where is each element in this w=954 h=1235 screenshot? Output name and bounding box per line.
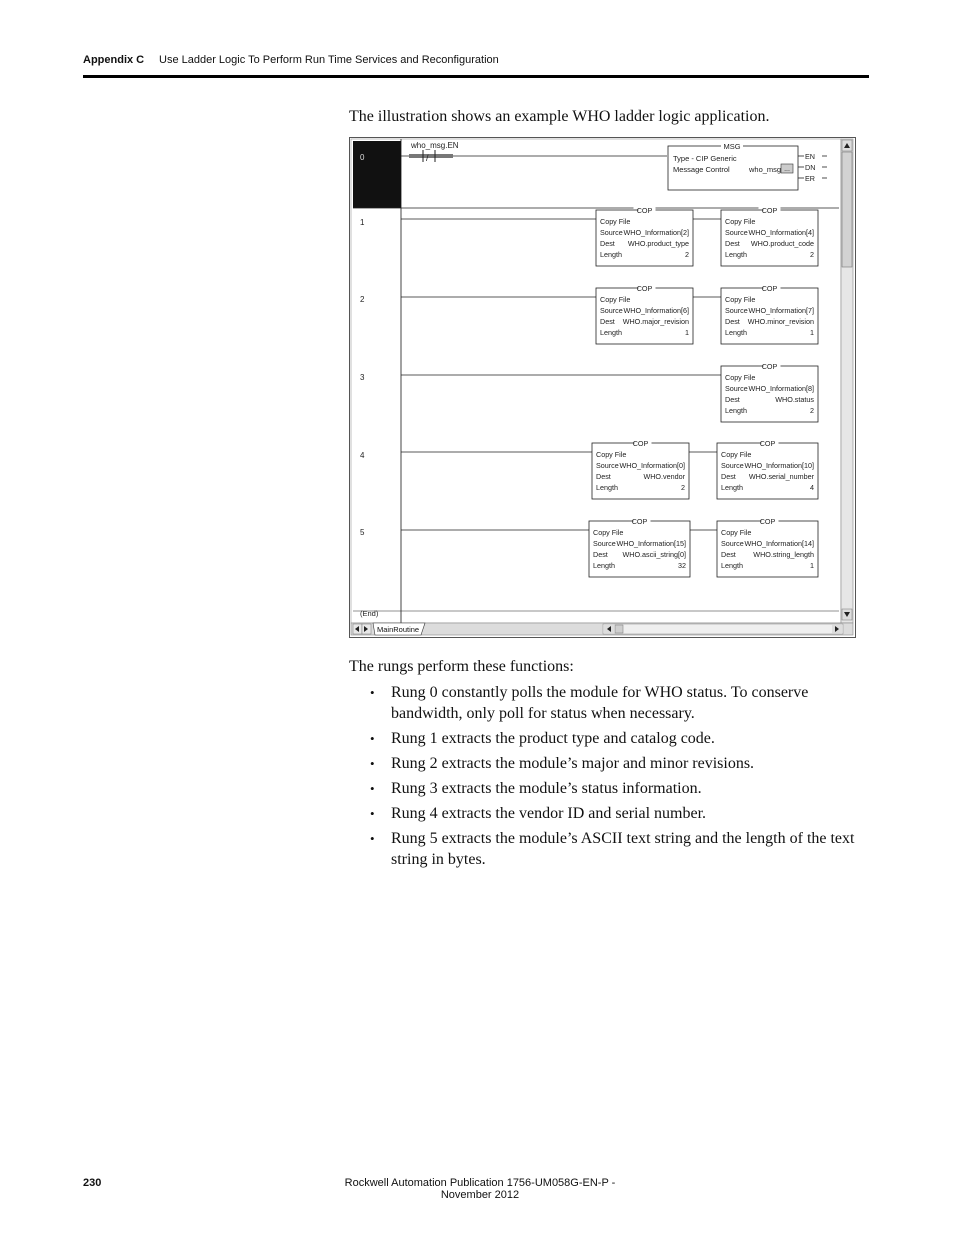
cop-dest-label: Dest [600,239,615,248]
cop-source-label: Source [721,539,744,548]
cop-copy-label: Copy File [600,217,631,226]
cop-title: COP [761,284,778,293]
cop-length-label: Length [725,406,747,415]
tab-main-routine[interactable] [373,623,425,635]
cop-title: COP [632,439,649,448]
cop-title: COP [761,206,778,215]
list-item: • Rung 2 extracts the module’s major and minor revisions. [370,753,862,774]
msg-output-en: EN [805,152,815,161]
cop-dest-value: WHO.vendor [643,472,685,481]
cop-dest-value: WHO.ascii_string[0] [622,550,686,559]
msg-control-label: Message Control [673,165,730,174]
cop-length-label: Length [725,250,747,259]
cop-dest-value: WHO.minor_revision [747,317,814,326]
list-item: • Rung 0 constantly polls the module for WHO status. To conserve bandwidth, only poll for status when necessary. [370,682,862,724]
cop-copy-label: Copy File [721,450,752,459]
cop-length-value: 1 [810,561,814,570]
tab-main-routine-label: MainRoutine [377,625,420,634]
list-item: • Rung 4 extracts the vendor ID and serial number. [370,803,862,824]
intro-paragraph: The illustration shows an example WHO ladder logic application. [349,108,770,125]
cop-source-value: WHO_Information[6] [623,306,689,315]
cop-source-value: WHO_Information[7] [748,306,814,315]
cop-source-value: WHO_Information[2] [623,228,689,237]
cop-copy-label: Copy File [725,373,756,382]
rung-number: 5 [360,528,365,537]
cop-copy-label: Copy File [596,450,627,459]
cop-dest-label: Dest [721,472,736,481]
cop-block[interactable] [596,284,693,344]
cop-length-value: 4 [810,483,814,492]
hscroll-thumb[interactable] [615,625,623,633]
list-item: • Rung 1 extracts the product type and catalog code. [370,728,862,749]
cop-block[interactable] [717,517,818,577]
rung0-contact-tag: who_msg.EN [411,141,459,150]
cop-dest-value: WHO.product_code [750,239,814,248]
cop-block[interactable] [589,517,690,577]
rung-functions-list [370,682,862,874]
header-appendix: Appendix C [83,54,145,66]
cop-title: COP [761,362,778,371]
cop-length-label: Length [596,483,618,492]
rung0-selected-highlight[interactable] [353,141,401,208]
vertical-scrollbar[interactable] [841,139,853,623]
cop-source-label: Source [725,306,748,315]
header-title: Use Ladder Logic To Perform Run Time Services and Reconfiguration [159,54,499,66]
rung-number: 3 [360,373,365,382]
cop-dest-value: WHO.product_type [627,239,689,248]
cop-dest-value: WHO.major_revision [622,317,689,326]
cop-dest-label: Dest [725,395,740,404]
msg-instruction-block[interactable] [668,142,798,190]
cop-length-label: Length [593,561,615,570]
cop-copy-label: Copy File [721,528,752,537]
cop-source-value: WHO_Information[15] [616,539,686,548]
list-item: • Rung 5 extracts the module’s ASCII text string and the length of the text string in bytes. [370,828,862,870]
cop-block[interactable] [721,362,818,422]
cop-source-value: WHO_Information[8] [748,384,814,393]
cop-source-label: Source [725,228,748,237]
cop-dest-label: Dest [593,550,608,559]
cop-block[interactable] [717,439,818,499]
rungs-section-lead: The rungs perform these functions: [349,658,574,675]
header-rule [83,75,869,78]
msg-type-label: Type - CIP Generic [673,154,737,163]
cop-source-label: Source [600,306,623,315]
msg-output-dn: DN [805,163,816,172]
cop-dest-value: WHO.status [775,395,814,404]
cop-length-value: 2 [810,406,814,415]
cop-dest-label: Dest [725,317,740,326]
end-rung-label: (End) [360,609,379,618]
cop-source-value: WHO_Information[10] [744,461,814,470]
rung-number: 2 [360,295,365,304]
cop-copy-label: Copy File [725,295,756,304]
msg-block-title: MSG [723,142,741,151]
cop-length-value: 2 [810,250,814,259]
cop-length-value: 2 [681,483,685,492]
cop-title: COP [636,284,653,293]
cop-title: COP [631,517,648,526]
cop-copy-label: Copy File [600,295,631,304]
cop-block[interactable] [592,439,689,499]
cop-length-label: Length [600,250,622,259]
msg-config-button-label: ... [784,166,790,173]
scroll-thumb[interactable] [842,152,852,267]
rung-number: 1 [360,218,365,227]
cop-title: COP [636,206,653,215]
ladder-logic-figure [349,137,856,638]
cop-source-label: Source [600,228,623,237]
rung0-contact-highlight[interactable] [409,154,453,158]
cop-length-value: 2 [685,250,689,259]
cop-dest-label: Dest [600,317,615,326]
cop-length-label: Length [600,328,622,337]
publication-footer: Rockwell Automation Publication 1756-UM058G-EN-P - November 2012 [344,1177,616,1201]
cop-dest-label: Dest [725,239,740,248]
cop-dest-label: Dest [596,472,611,481]
page-number: 230 [83,1177,102,1189]
cop-dest-value: WHO.serial_number [748,472,814,481]
cop-length-label: Length [725,328,747,337]
cop-block[interactable] [721,206,818,266]
cop-source-value: WHO_Information[14] [744,539,814,548]
cop-copy-label: Copy File [725,217,756,226]
cop-dest-value: WHO.string_length [753,550,814,559]
cop-title: COP [759,517,776,526]
msg-control-value: who_msg [749,165,782,174]
cop-source-label: Source [593,539,616,548]
msg-output-er: ER [805,174,815,183]
cop-copy-label: Copy File [593,528,624,537]
rung0-contact-symbol: / [426,153,429,163]
cop-source-value: WHO_Information[4] [748,228,814,237]
cop-title: COP [759,439,776,448]
cop-source-label: Source [596,461,619,470]
list-item: • Rung 3 extracts the module’s status information. [370,778,862,799]
cop-source-value: WHO_Information[0] [619,461,685,470]
cop-length-value: 32 [678,561,686,570]
cop-length-value: 1 [810,328,814,337]
cop-source-label: Source [725,384,748,393]
horizontal-scrollbar[interactable] [603,624,843,634]
cop-block[interactable] [596,206,693,266]
rung0-number: 0 [360,153,365,162]
cop-block[interactable] [721,284,818,344]
cop-length-label: Length [721,483,743,492]
cop-dest-label: Dest [721,550,736,559]
cop-length-value: 1 [685,328,689,337]
cop-length-label: Length [721,561,743,570]
rung-number: 4 [360,451,365,460]
cop-source-label: Source [721,461,744,470]
